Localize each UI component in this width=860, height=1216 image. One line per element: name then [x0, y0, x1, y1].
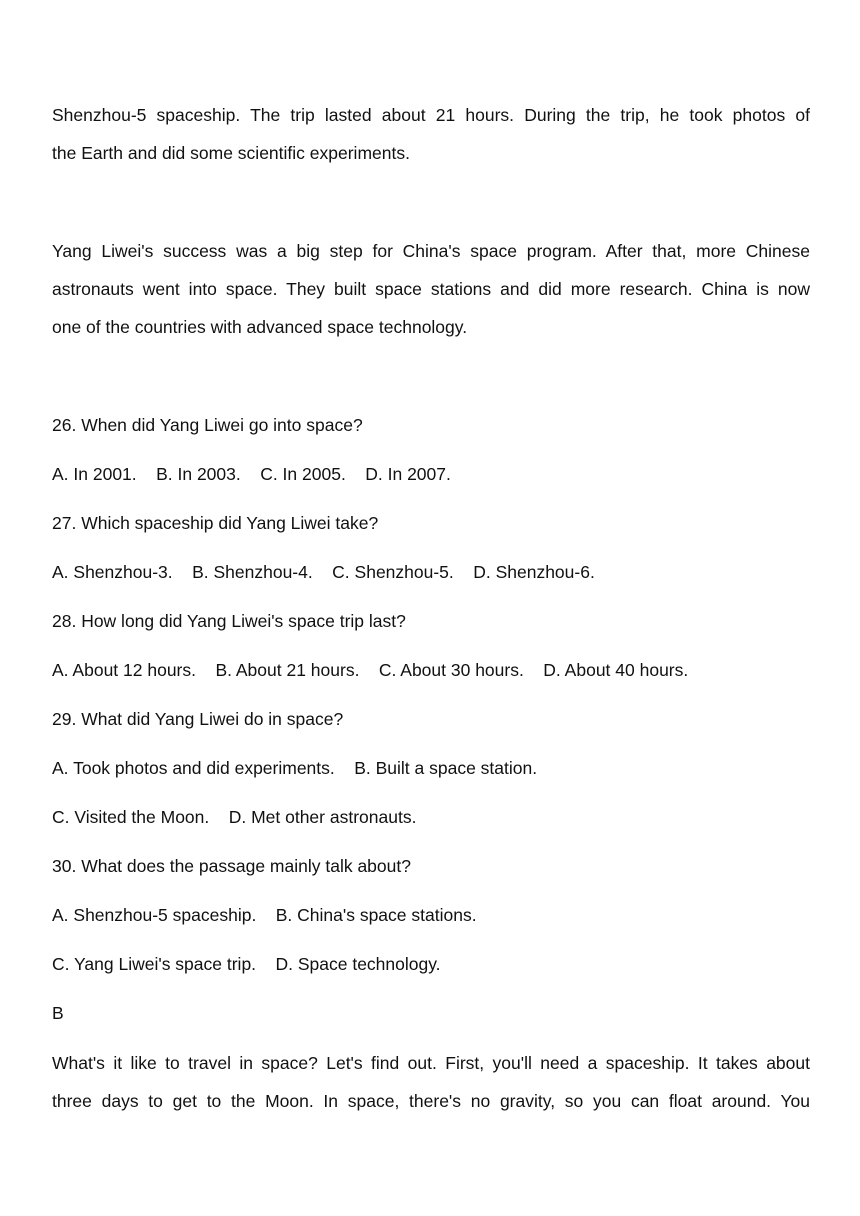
question-29-stem: 29. What did Yang Liwei do in space? [52, 709, 344, 729]
question-26-stem: 26. When did Yang Liwei go into space? [52, 415, 363, 435]
question-30-options-cd: C. Yang Liwei's space trip. D. Space technology. [52, 954, 441, 974]
question-27-options: A. Shenzhou-3. B. Shenzhou-4. C. Shenzhou-5. D. Shenzhou-6. [52, 562, 595, 582]
question-28-options: A. About 12 hours. B. About 21 hours. C. About 30 hours. D. About 40 hours. [52, 660, 689, 680]
question-30-options-ab: A. Shenzhou-5 spaceship. B. China's space stations. [52, 905, 477, 925]
question-26-options: A. In 2001. B. In 2003. C. In 2005. D. In 2007. [52, 464, 451, 484]
paragraph-line: Yang Liwei's success was a big step for China's space program. After that, more Chinese [52, 241, 810, 261]
question-28-stem: 28. How long did Yang Liwei's space trip last? [52, 611, 406, 631]
question-27-stem: 27. Which spaceship did Yang Liwei take? [52, 513, 379, 533]
paragraph-line: Shenzhou-5 spaceship. The trip lasted about 21 hours. During the trip, he took photos of [52, 105, 810, 125]
paragraph-line: one of the countries with advanced space technology. [52, 317, 468, 337]
paragraph-line: three days to get to the Moon. In space, there's no gravity, so you can float around. You [52, 1091, 810, 1111]
question-29-options-cd: C. Visited the Moon. D. Met other astronauts. [52, 807, 417, 827]
question-30-stem: 30. What does the passage mainly talk about? [52, 856, 411, 876]
section-heading: B [52, 1003, 64, 1023]
question-29-options-ab: A. Took photos and did experiments. B. Built a space station. [52, 758, 538, 778]
paragraph-line: the Earth and did some scientific experiments. [52, 143, 410, 163]
paragraph-line: What's it like to travel in space? Let's find out. First, you'll need a spaceship. It takes about [52, 1053, 810, 1073]
paragraph-line: astronauts went into space. They built space stations and did more research. China is now [52, 279, 810, 299]
